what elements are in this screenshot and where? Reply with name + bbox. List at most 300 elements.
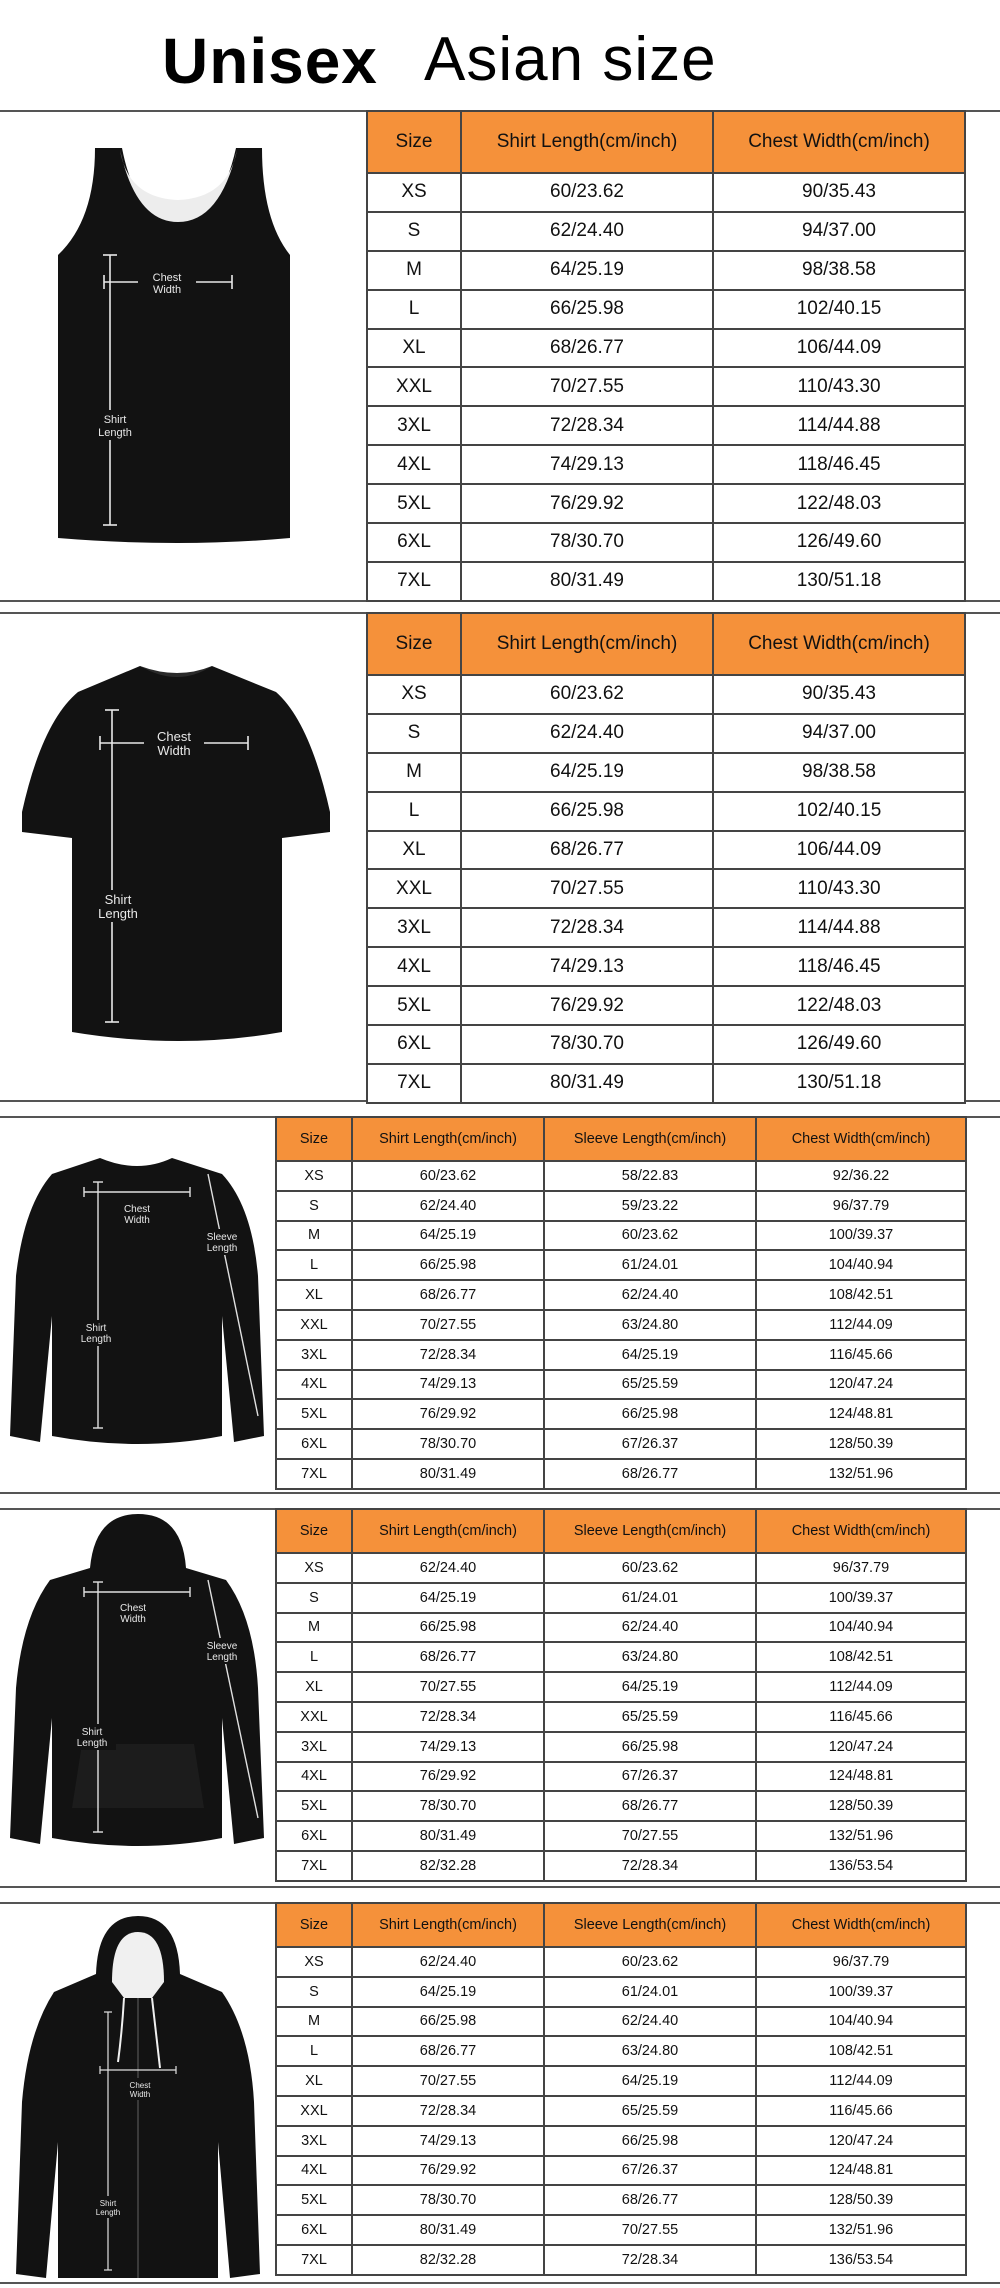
measurement-cell: 72/28.34 bbox=[544, 1851, 756, 1881]
measurement-cell: 124/48.81 bbox=[756, 1399, 966, 1429]
measurement-cell: 108/42.51 bbox=[756, 1280, 966, 1310]
size-cell: M bbox=[276, 1613, 352, 1643]
sweatshirt-section bbox=[0, 1116, 1000, 1494]
measurement-cell: 132/51.96 bbox=[756, 2215, 966, 2245]
table-row bbox=[276, 1429, 966, 1459]
sleeve-length-label-2: Length bbox=[206, 1243, 238, 1254]
measurement-cell: 62/24.40 bbox=[461, 212, 713, 251]
title-unisex: Unisex bbox=[162, 25, 378, 97]
table-row bbox=[276, 1250, 966, 1280]
measurement-cell: 63/24.80 bbox=[544, 2036, 756, 2066]
table-row bbox=[276, 1310, 966, 1340]
size-cell: L bbox=[276, 1250, 352, 1280]
measurement-cell: 64/25.19 bbox=[544, 2066, 756, 2096]
shirt-length-label-2: Length bbox=[76, 1738, 108, 1749]
measurement-cell: 96/37.79 bbox=[756, 1553, 966, 1583]
page-header bbox=[0, 0, 1000, 112]
measurement-cell: 68/26.77 bbox=[352, 2036, 544, 2066]
measurement-cell: 100/39.37 bbox=[756, 1221, 966, 1251]
measurement-cell: 60/23.62 bbox=[544, 1221, 756, 1251]
table-row bbox=[367, 986, 965, 1025]
table-row bbox=[367, 290, 965, 329]
measurement-cell: 64/25.19 bbox=[544, 1672, 756, 1702]
table-row bbox=[367, 675, 965, 714]
hoodie-section bbox=[0, 1508, 1000, 1888]
size-cell: S bbox=[367, 714, 461, 753]
measurement-cell: 104/40.94 bbox=[756, 1250, 966, 1280]
column-header: Chest Width(cm/inch) bbox=[756, 1509, 966, 1553]
size-cell: XL bbox=[367, 329, 461, 368]
measurement-cell: 61/24.01 bbox=[544, 1583, 756, 1613]
measurement-cell: 66/25.98 bbox=[544, 1732, 756, 1762]
measurement-cell: 66/25.98 bbox=[352, 1250, 544, 1280]
measurement-cell: 67/26.37 bbox=[544, 2156, 756, 2186]
measurement-cell: 60/23.62 bbox=[461, 173, 713, 212]
measurement-cell: 112/44.09 bbox=[756, 2066, 966, 2096]
column-header: Size bbox=[276, 1509, 352, 1553]
table-row bbox=[276, 1702, 966, 1732]
size-cell: 4XL bbox=[276, 2156, 352, 2186]
size-cell: S bbox=[276, 1977, 352, 2007]
hoodie-illustration bbox=[0, 1508, 275, 1888]
measurement-cell: 68/26.77 bbox=[352, 1280, 544, 1310]
size-cell: 7XL bbox=[276, 1459, 352, 1489]
measurement-cell: 78/30.70 bbox=[352, 1791, 544, 1821]
measurement-cell: 90/35.43 bbox=[713, 675, 965, 714]
table-row bbox=[276, 1280, 966, 1310]
size-cell: 5XL bbox=[276, 2185, 352, 2215]
size-cell: S bbox=[276, 1191, 352, 1221]
chest-width-label: Chest bbox=[119, 1603, 147, 1614]
table-row bbox=[367, 908, 965, 947]
measurement-cell: 120/47.24 bbox=[756, 1732, 966, 1762]
table-row bbox=[367, 869, 965, 908]
sweatshirt-illustration bbox=[0, 1116, 275, 1494]
measurement-cell: 60/23.62 bbox=[461, 675, 713, 714]
table-row bbox=[276, 1821, 966, 1851]
measurement-cell: 126/49.60 bbox=[713, 1025, 965, 1064]
measurement-cell: 124/48.81 bbox=[756, 2156, 966, 2186]
measurement-cell: 72/28.34 bbox=[352, 2096, 544, 2126]
size-cell: S bbox=[367, 212, 461, 251]
measurement-cell: 106/44.09 bbox=[713, 831, 965, 870]
measurement-cell: 70/27.55 bbox=[461, 869, 713, 908]
table-row bbox=[367, 523, 965, 562]
measurement-cell: 124/48.81 bbox=[756, 1762, 966, 1792]
measurement-cell: 64/25.19 bbox=[352, 1221, 544, 1251]
measurement-cell: 67/26.37 bbox=[544, 1429, 756, 1459]
measurement-cell: 61/24.01 bbox=[544, 1977, 756, 2007]
t-shirt-size-table bbox=[366, 612, 966, 1104]
sleeve-length-label: Sleeve bbox=[206, 1232, 238, 1243]
size-cell: XXL bbox=[276, 2096, 352, 2126]
shirt-length-label-2: Length bbox=[80, 1334, 112, 1345]
title-asian-size: Asian size bbox=[424, 25, 717, 94]
column-header: Size bbox=[276, 1903, 352, 1947]
size-cell: 5XL bbox=[276, 1399, 352, 1429]
measurement-cell: 76/29.92 bbox=[352, 1762, 544, 1792]
measurement-cell: 65/25.59 bbox=[544, 1370, 756, 1400]
measurement-cell: 59/23.22 bbox=[544, 1191, 756, 1221]
measurement-cell: 60/23.62 bbox=[544, 1553, 756, 1583]
size-cell: XXL bbox=[276, 1702, 352, 1732]
size-cell: 4XL bbox=[276, 1370, 352, 1400]
measurement-cell: 78/30.70 bbox=[352, 2185, 544, 2215]
chest-width-label-2: Width bbox=[157, 743, 191, 758]
size-cell: 3XL bbox=[276, 1732, 352, 1762]
measurement-cell: 72/28.34 bbox=[544, 2245, 756, 2275]
measurement-cell: 62/24.40 bbox=[352, 1947, 544, 1977]
column-header: Shirt Length(cm/inch) bbox=[352, 1117, 544, 1161]
measurement-cell: 80/31.49 bbox=[461, 562, 713, 601]
table-row bbox=[276, 1851, 966, 1881]
table-row bbox=[276, 2185, 966, 2215]
measurement-cell: 68/26.77 bbox=[461, 831, 713, 870]
measurement-cell: 76/29.92 bbox=[352, 1399, 544, 1429]
size-cell: 7XL bbox=[367, 562, 461, 601]
size-cell: M bbox=[276, 1221, 352, 1251]
measurement-cell: 68/26.77 bbox=[461, 329, 713, 368]
measurement-cell: 76/29.92 bbox=[461, 484, 713, 523]
shirt-length-label-2: Length bbox=[98, 427, 132, 439]
measurement-cell: 92/36.22 bbox=[756, 1161, 966, 1191]
measurement-cell: 78/30.70 bbox=[461, 523, 713, 562]
measurement-cell: 136/53.54 bbox=[756, 2245, 966, 2275]
measurement-cell: 116/45.66 bbox=[756, 1702, 966, 1732]
table-row bbox=[276, 1191, 966, 1221]
size-cell: XS bbox=[276, 1947, 352, 1977]
measurement-cell: 100/39.37 bbox=[756, 1977, 966, 2007]
measurement-cell: 82/32.28 bbox=[352, 1851, 544, 1881]
tank-top-illustration bbox=[0, 110, 365, 602]
measurement-cell: 68/26.77 bbox=[544, 1459, 756, 1489]
measurement-cell: 63/24.80 bbox=[544, 1310, 756, 1340]
table-row bbox=[367, 406, 965, 445]
size-cell: 4XL bbox=[367, 947, 461, 986]
measurement-cell: 80/31.49 bbox=[352, 2215, 544, 2245]
measurement-cell: 70/27.55 bbox=[352, 2066, 544, 2096]
measurement-cell: 64/25.19 bbox=[352, 1977, 544, 2007]
sweatshirt-shape bbox=[10, 1158, 264, 1444]
measurement-cell: 94/37.00 bbox=[713, 714, 965, 753]
table-row bbox=[276, 2007, 966, 2037]
measurement-cell: 64/25.19 bbox=[544, 1340, 756, 1370]
column-header: Shirt Length(cm/inch) bbox=[461, 613, 713, 675]
measurement-cell: 104/40.94 bbox=[756, 1613, 966, 1643]
measurement-cell: 80/31.49 bbox=[352, 1821, 544, 1851]
measurement-cell: 58/22.83 bbox=[544, 1161, 756, 1191]
table-row bbox=[276, 2066, 966, 2096]
t-shirt-illustration bbox=[0, 612, 365, 1102]
size-cell: 5XL bbox=[367, 484, 461, 523]
measurement-cell: 128/50.39 bbox=[756, 1429, 966, 1459]
measurement-cell: 60/23.62 bbox=[544, 1947, 756, 1977]
measurement-cell: 70/27.55 bbox=[352, 1672, 544, 1702]
column-header: Size bbox=[367, 111, 461, 173]
measurement-cell: 118/46.45 bbox=[713, 947, 965, 986]
header-row bbox=[276, 1509, 966, 1553]
measurement-cell: 70/27.55 bbox=[461, 367, 713, 406]
table-row bbox=[367, 831, 965, 870]
size-cell: S bbox=[276, 1583, 352, 1613]
size-cell: 6XL bbox=[367, 523, 461, 562]
measurement-cell: 112/44.09 bbox=[756, 1310, 966, 1340]
header-row bbox=[367, 613, 965, 675]
chest-width-label: Chest bbox=[152, 272, 182, 284]
measurement-cell: 90/35.43 bbox=[713, 173, 965, 212]
measurement-cell: 114/44.88 bbox=[713, 406, 965, 445]
column-header: Chest Width(cm/inch) bbox=[713, 111, 965, 173]
sleeve-length-label-2: Length bbox=[206, 1652, 238, 1663]
size-cell: XL bbox=[276, 1280, 352, 1310]
measurement-cell: 64/25.19 bbox=[461, 251, 713, 290]
column-header: Shirt Length(cm/inch) bbox=[352, 1903, 544, 1947]
measurement-cell: 100/39.37 bbox=[756, 1583, 966, 1613]
column-header: Shirt Length(cm/inch) bbox=[461, 111, 713, 173]
shirt-length-label: Shirt bbox=[104, 892, 132, 907]
shirt-length-label: Shirt bbox=[81, 1727, 103, 1738]
table-row bbox=[367, 445, 965, 484]
measurement-cell: 126/49.60 bbox=[713, 523, 965, 562]
measurement-cell: 76/29.92 bbox=[352, 2156, 544, 2186]
measurement-cell: 66/25.98 bbox=[544, 2126, 756, 2156]
size-cell: L bbox=[367, 792, 461, 831]
size-cell: XXL bbox=[367, 367, 461, 406]
measurement-cell: 116/45.66 bbox=[756, 1340, 966, 1370]
table-row bbox=[276, 1583, 966, 1613]
shirt-length-label: Shirt bbox=[103, 414, 127, 426]
table-row bbox=[276, 2156, 966, 2186]
hoodie-pocket bbox=[72, 1744, 204, 1808]
size-cell: 3XL bbox=[367, 908, 461, 947]
size-cell: M bbox=[367, 753, 461, 792]
size-cell: L bbox=[276, 2036, 352, 2066]
size-cell: 6XL bbox=[276, 1821, 352, 1851]
measurement-cell: 70/27.55 bbox=[544, 1821, 756, 1851]
size-cell: 3XL bbox=[367, 406, 461, 445]
t-shirt-section bbox=[0, 612, 1000, 1102]
measurement-cell: 132/51.96 bbox=[756, 1459, 966, 1489]
measurement-cell: 74/29.13 bbox=[352, 1732, 544, 1762]
zip-hoodie-illustration bbox=[0, 1902, 275, 2284]
measurement-cell: 96/37.79 bbox=[756, 1947, 966, 1977]
measurement-cell: 110/43.30 bbox=[713, 869, 965, 908]
measurement-cell: 98/38.58 bbox=[713, 251, 965, 290]
sleeve-length-label: Sleeve bbox=[206, 1641, 238, 1652]
measurement-cell: 62/24.40 bbox=[461, 714, 713, 753]
measurement-cell: 80/31.49 bbox=[352, 1459, 544, 1489]
size-cell: XL bbox=[367, 831, 461, 870]
measurement-cell: 74/29.13 bbox=[461, 947, 713, 986]
measurement-cell: 62/24.40 bbox=[352, 1553, 544, 1583]
measurement-cell: 60/23.62 bbox=[352, 1161, 544, 1191]
table-row bbox=[276, 1459, 966, 1489]
table-row bbox=[367, 562, 965, 601]
size-cell: M bbox=[276, 2007, 352, 2037]
shirt-length-label: Shirt bbox=[99, 2199, 117, 2208]
measurement-cell: 130/51.18 bbox=[713, 562, 965, 601]
column-header: Shirt Length(cm/inch) bbox=[352, 1509, 544, 1553]
size-cell: M bbox=[367, 251, 461, 290]
measurement-cell: 74/29.13 bbox=[352, 1370, 544, 1400]
measurement-cell: 70/27.55 bbox=[544, 2215, 756, 2245]
table-row bbox=[276, 1762, 966, 1792]
table-row bbox=[276, 2126, 966, 2156]
measurement-cell: 102/40.15 bbox=[713, 290, 965, 329]
table-row bbox=[367, 714, 965, 753]
measurement-cell: 62/24.40 bbox=[352, 1191, 544, 1221]
measurement-cell: 94/37.00 bbox=[713, 212, 965, 251]
column-header: Size bbox=[367, 613, 461, 675]
table-row bbox=[367, 367, 965, 406]
chest-width-label: Chest bbox=[129, 2081, 151, 2090]
measurement-cell: 122/48.03 bbox=[713, 484, 965, 523]
table-row bbox=[367, 251, 965, 290]
measurement-cell: 80/31.49 bbox=[461, 1064, 713, 1103]
shirt-length-label: Shirt bbox=[85, 1323, 107, 1334]
size-cell: XXL bbox=[276, 1310, 352, 1340]
measurement-cell: 122/48.03 bbox=[713, 986, 965, 1025]
size-cell: XL bbox=[276, 1672, 352, 1702]
size-cell: 4XL bbox=[367, 445, 461, 484]
measurement-cell: 65/25.59 bbox=[544, 1702, 756, 1732]
measurement-cell: 130/51.18 bbox=[713, 1064, 965, 1103]
header-row bbox=[367, 111, 965, 173]
size-cell: 7XL bbox=[276, 1851, 352, 1881]
chest-width-label: Chest bbox=[123, 1204, 151, 1215]
table-row bbox=[367, 329, 965, 368]
table-row bbox=[276, 1977, 966, 2007]
tank-top-size-table bbox=[366, 110, 966, 602]
table-row bbox=[276, 2215, 966, 2245]
hoodie-size-table bbox=[275, 1508, 967, 1882]
size-cell: 5XL bbox=[367, 986, 461, 1025]
measurement-cell: 72/28.34 bbox=[461, 406, 713, 445]
table-row bbox=[367, 1025, 965, 1064]
table-row bbox=[367, 753, 965, 792]
size-cell: XS bbox=[367, 675, 461, 714]
table-row bbox=[276, 1791, 966, 1821]
column-header: Sleeve Length(cm/inch) bbox=[544, 1903, 756, 1947]
measurement-cell: 61/24.01 bbox=[544, 1250, 756, 1280]
column-header: Chest Width(cm/inch) bbox=[756, 1117, 966, 1161]
size-cell: 6XL bbox=[276, 1429, 352, 1459]
measurement-cell: 108/42.51 bbox=[756, 2036, 966, 2066]
table-row bbox=[276, 1672, 966, 1702]
measurement-cell: 104/40.94 bbox=[756, 2007, 966, 2037]
measurement-cell: 66/25.98 bbox=[352, 1613, 544, 1643]
measurement-cell: 67/26.37 bbox=[544, 1762, 756, 1792]
size-cell: XXL bbox=[367, 869, 461, 908]
table-row bbox=[276, 2245, 966, 2275]
measurement-cell: 64/25.19 bbox=[461, 753, 713, 792]
table-row bbox=[276, 1642, 966, 1672]
measurement-cell: 78/30.70 bbox=[352, 1429, 544, 1459]
table-row bbox=[276, 1399, 966, 1429]
measurement-cell: 118/46.45 bbox=[713, 445, 965, 484]
size-cell: 7XL bbox=[367, 1064, 461, 1103]
size-cell: L bbox=[367, 290, 461, 329]
measurement-cell: 68/26.77 bbox=[544, 2185, 756, 2215]
table-row bbox=[276, 1947, 966, 1977]
shirt-length-label-2: Length bbox=[95, 2208, 121, 2217]
table-row bbox=[276, 1613, 966, 1643]
size-cell: 5XL bbox=[276, 1791, 352, 1821]
sweatshirt-size-table bbox=[275, 1116, 967, 1490]
measurement-cell: 66/25.98 bbox=[461, 290, 713, 329]
header-row bbox=[276, 1903, 966, 1947]
table-row bbox=[276, 1553, 966, 1583]
table-row bbox=[367, 947, 965, 986]
chest-width-label-2: Width bbox=[152, 284, 182, 296]
chest-width-label-2: Width bbox=[124, 1215, 150, 1226]
size-cell: 6XL bbox=[276, 2215, 352, 2245]
measurement-cell: 106/44.09 bbox=[713, 329, 965, 368]
measurement-cell: 128/50.39 bbox=[756, 1791, 966, 1821]
table-row bbox=[367, 173, 965, 212]
table-row bbox=[276, 1370, 966, 1400]
size-cell: XS bbox=[276, 1553, 352, 1583]
size-cell: 4XL bbox=[276, 1762, 352, 1792]
column-header: Chest Width(cm/inch) bbox=[756, 1903, 966, 1947]
measurement-cell: 68/26.77 bbox=[352, 1642, 544, 1672]
measurement-cell: 120/47.24 bbox=[756, 2126, 966, 2156]
measurement-cell: 63/24.80 bbox=[544, 1642, 756, 1672]
measurement-cell: 102/40.15 bbox=[713, 792, 965, 831]
measurement-cell: 114/44.88 bbox=[713, 908, 965, 947]
measurement-cell: 70/27.55 bbox=[352, 1310, 544, 1340]
t-shirt-shape bbox=[22, 666, 330, 1041]
measurement-cell: 72/28.34 bbox=[352, 1702, 544, 1732]
table-row bbox=[276, 2096, 966, 2126]
measurement-cell: 65/25.59 bbox=[544, 2096, 756, 2126]
measurement-cell: 64/25.19 bbox=[352, 1583, 544, 1613]
zip-hoodie-size-table bbox=[275, 1902, 967, 2276]
size-cell: L bbox=[276, 1642, 352, 1672]
size-cell: 6XL bbox=[367, 1025, 461, 1064]
zip-hoodie-section bbox=[0, 1902, 1000, 2284]
measurement-cell: 66/25.98 bbox=[544, 1399, 756, 1429]
column-header: Size bbox=[276, 1117, 352, 1161]
measurement-cell: 112/44.09 bbox=[756, 1672, 966, 1702]
measurement-cell: 116/45.66 bbox=[756, 2096, 966, 2126]
chest-width-label-2: Width bbox=[129, 2090, 151, 2099]
measurement-cell: 96/37.79 bbox=[756, 1191, 966, 1221]
measurement-cell: 62/24.40 bbox=[544, 2007, 756, 2037]
table-row bbox=[276, 1221, 966, 1251]
size-cell: 3XL bbox=[276, 2126, 352, 2156]
table-row bbox=[367, 212, 965, 251]
measurement-cell: 110/43.30 bbox=[713, 367, 965, 406]
size-cell: XS bbox=[276, 1161, 352, 1191]
table-row bbox=[367, 792, 965, 831]
measurement-cell: 128/50.39 bbox=[756, 2185, 966, 2215]
measurement-cell: 120/47.24 bbox=[756, 1370, 966, 1400]
measurement-cell: 108/42.51 bbox=[756, 1642, 966, 1672]
measurement-cell: 76/29.92 bbox=[461, 986, 713, 1025]
table-row bbox=[367, 484, 965, 523]
table-row bbox=[276, 1340, 966, 1370]
size-cell: 3XL bbox=[276, 1340, 352, 1370]
chest-width-label-2: Width bbox=[120, 1614, 146, 1625]
column-header: Sleeve Length(cm/inch) bbox=[544, 1117, 756, 1161]
table-row bbox=[276, 1732, 966, 1762]
table-row bbox=[276, 2036, 966, 2066]
measurement-cell: 136/53.54 bbox=[756, 1851, 966, 1881]
column-header: Chest Width(cm/inch) bbox=[713, 613, 965, 675]
measurement-cell: 68/26.77 bbox=[544, 1791, 756, 1821]
tank-top-section bbox=[0, 110, 1000, 602]
